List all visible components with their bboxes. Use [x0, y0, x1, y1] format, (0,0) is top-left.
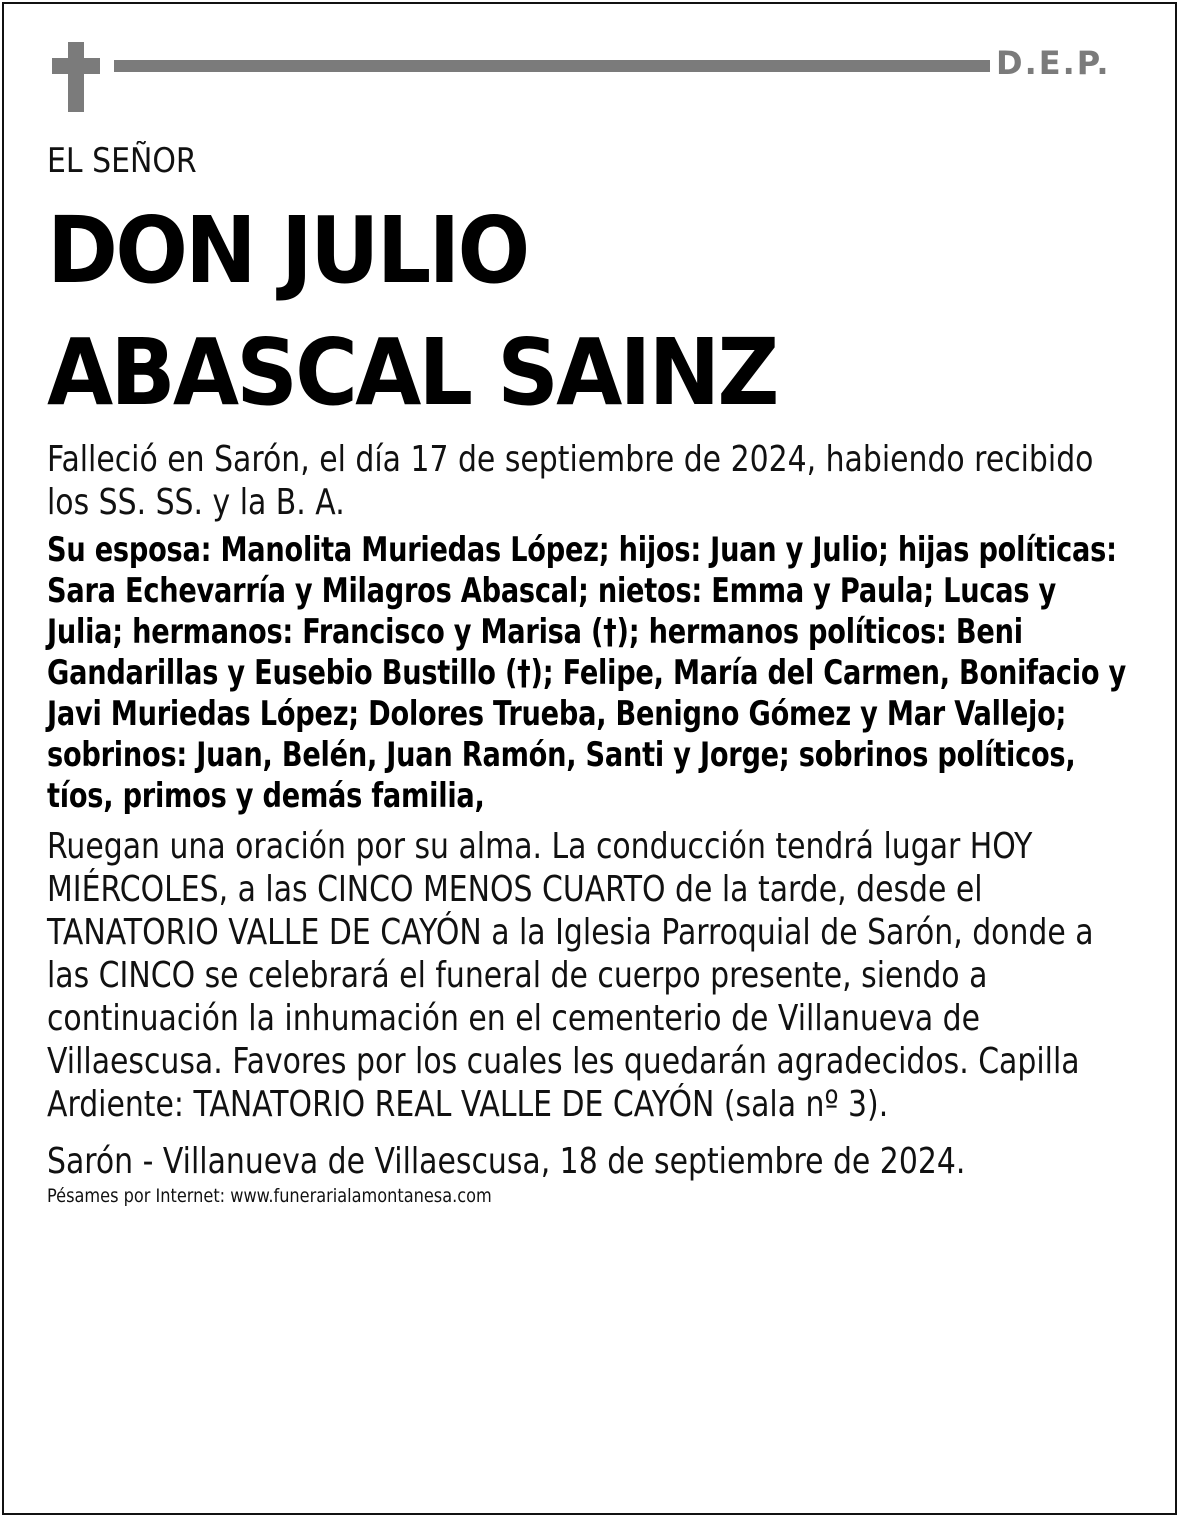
- death-paragraph: Falleció en Sarón, el día 17 de septiembre de 2024, habiendo recibido los SS. SS. y la B. A.: [47, 439, 1094, 523]
- deceased-name-line1: DON JULIO: [47, 197, 528, 304]
- dep-label: D.E.P.: [996, 44, 1111, 82]
- cross-icon-bar: [52, 58, 100, 74]
- header-rule: [114, 60, 990, 72]
- deceased-name-line2: ABASCAL SAINZ: [47, 319, 777, 426]
- condolences-link[interactable]: Pésames por Internet: www.funerarialamontanesa.com: [47, 1185, 492, 1207]
- family-paragraph: Su esposa: Manolita Muriedas López; hijos: Juan y Julio; hijas políticas: Sara Echevarría y Milagros Abascal; nietos: Emma y Paula; Lucas y Julia; hermanos: Francisco y Marisa (†); hermanos políticos: Beni Gandarillas y Eusebio Bustillo (†); Felipe, María del Carmen, Bonifacio y Javi Muriedas López; Dolores Trueba, Benigno Gómez y Mar Vallejo; sobrinos: Juan, Belén, Juan Ramón, Santi y Jorge; sobrinos políticos, tíos, primos y demás familia,: [47, 530, 1127, 816]
- honorific: EL SEÑOR: [47, 141, 197, 181]
- ceremony-paragraph: Ruegan una oración por su alma. La conducción tendrá lugar HOY MIÉRCOLES, a las CINCO MENOS CUARTO de la tarde, desde el TANATORIO VALLE DE CAYÓN a la Iglesia Parroquial de Sarón, donde a las CINCO se celebrará el funeral de cuerpo presente, siendo a continuación la inhumación en el cementerio de Villanueva de Villaescusa. Favores por los cuales les quedarán agradecidos. Capilla Ardiente: TANATORIO REAL VALLE DE CAYÓN (sala nº 3).: [47, 826, 1094, 1125]
- notice-content: [47, 138, 1137, 1207]
- cross-icon: [68, 42, 84, 112]
- place-date: Sarón - Villanueva de Villaescusa, 18 de septiembre de 2024.: [47, 1141, 966, 1182]
